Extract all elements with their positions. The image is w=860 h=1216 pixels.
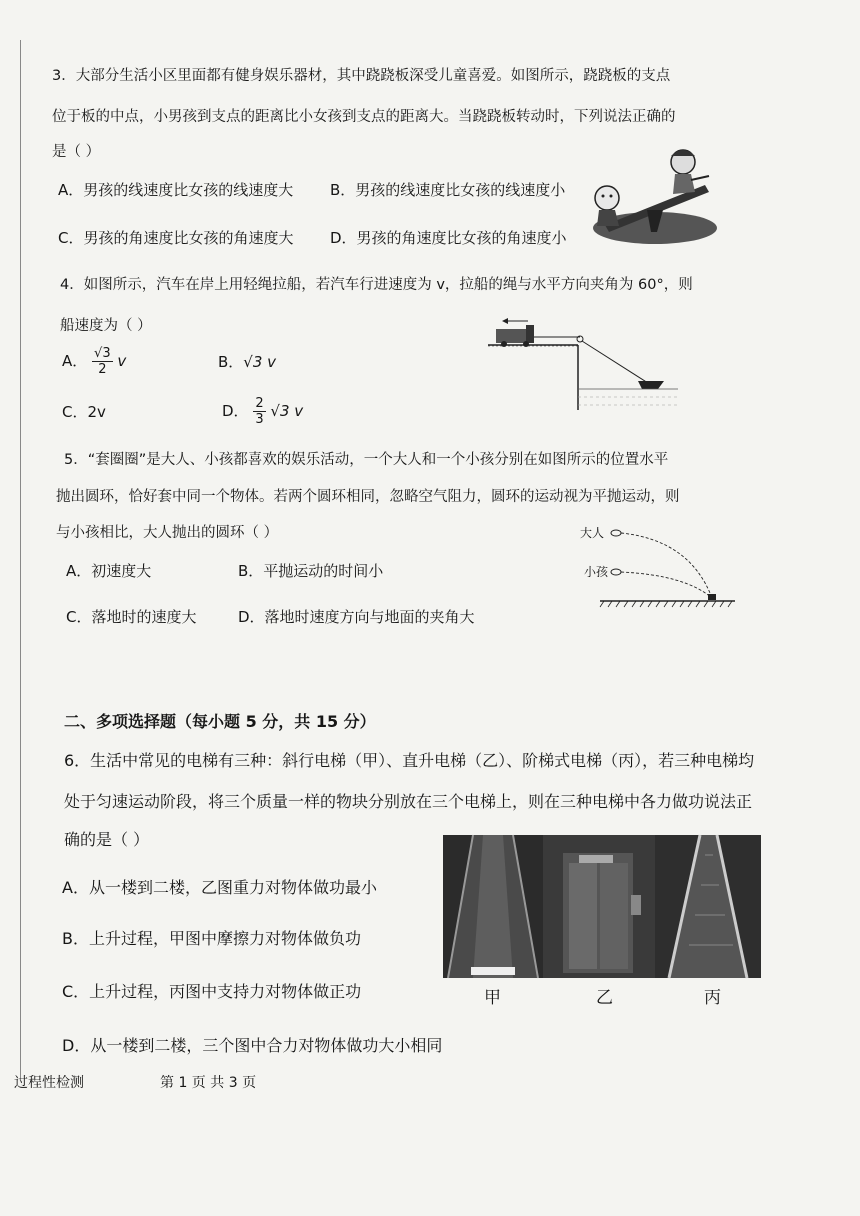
q6-stem-line1: 6．生活中常见的电梯有三种：斜行电梯（甲）、直升电梯（乙）、阶梯式电梯（丙），若三种电梯均 <box>64 751 755 770</box>
q4-option-a-fraction <box>92 346 113 377</box>
q4-option-b[interactable] <box>218 352 276 372</box>
q3-stem-line2: 位于板的中点，小男孩到支点的距离比小女孩到支点的距离大。当跷跷板转动时，下列说法正确的 <box>52 109 676 125</box>
q4-option-d[interactable] <box>222 394 303 428</box>
q5-stem-line1: 5．“套圈圈”是大人、小孩都喜欢的娱乐活动，一个大人和一个小孩分别在如图所示的位置水平 <box>64 452 669 468</box>
q5-option-b[interactable]: B．平抛运动的时间小 <box>238 562 384 580</box>
photo-label-jia: 甲 <box>484 988 501 1008</box>
q3-option-b[interactable]: B．男孩的线速度比女孩的线速度小 <box>330 181 566 199</box>
q4-option-b-value: √3 v <box>243 353 277 371</box>
q6-stem-line2: 处于匀速运动阶段，将三个质量一样的物块分别放在三个电梯上，则在三种电梯中各力做功说法正 <box>64 792 753 811</box>
q4-stem-line1: 4．如图所示，汽车在岸上用轻绳拉船，若汽车行进速度为 v，拉船的绳与水平方向夹角为 60°，则 <box>60 277 693 293</box>
photo-step-escalator <box>655 835 761 978</box>
q3-option-c[interactable]: C．男孩的角速度比女孩的角速度大 <box>58 229 294 247</box>
photo-vertical-elevator <box>543 835 655 978</box>
q6-option-c[interactable]: C．上升过程，丙图中支持力对物体做正功 <box>62 982 362 1001</box>
q4-option-d-value: √3 v <box>270 402 304 420</box>
photo-label-bing: 丙 <box>704 988 721 1008</box>
q5-option-c[interactable]: C．落地时的速度大 <box>66 608 197 626</box>
footer-exam-name: 过程性检测 <box>14 1075 84 1091</box>
footer-page-number: 第 1 页 共 3 页 <box>160 1075 257 1091</box>
q5-stem-line3: 与小孩相比，大人抛出的圆环（ ） <box>56 525 279 541</box>
fig-child-label: 小孩 <box>584 565 609 579</box>
q4-option-d-numerator: 2 <box>255 396 264 411</box>
q6-option-a[interactable]: A．从一楼到二楼，乙图重力对物体做功最小 <box>62 878 377 897</box>
section-2-title: 二、多项选择题（每小题 5 分，共 15 分） <box>64 712 376 731</box>
fig-adult-label: 大人 <box>580 526 605 540</box>
q3-option-d[interactable]: D．男孩的角速度比女孩的角速度小 <box>330 229 567 247</box>
q4-stem-line2: 船速度为（ ） <box>60 318 152 334</box>
q3-stem-line1: 3．大部分生活小区里面都有健身娱乐器材，其中跷跷板深受儿童喜爱。如图所示，跷跷板的支点 <box>52 68 671 84</box>
q4-option-d-fraction <box>253 396 265 427</box>
q4-option-a[interactable] <box>62 344 126 378</box>
photo-label-yi: 乙 <box>596 988 613 1008</box>
q3-option-a[interactable]: A．男孩的线速度比女孩的线速度大 <box>58 181 294 199</box>
q4-option-d-label: D． <box>222 402 249 420</box>
q5-stem-line2: 抛出圆环，恰好套中同一个物体。若两个圆环相同，忽略空气阻力，圆环的运动视为平抛运动，则 <box>56 489 680 505</box>
q5-option-d[interactable]: D．落地时速度方向与地面的夹角大 <box>238 608 475 626</box>
q6-stem-line3: 确的是（ ） <box>64 830 150 849</box>
car-boat-diagram <box>488 315 678 415</box>
ring-toss-diagram <box>600 520 745 615</box>
q6-option-b[interactable]: B．上升过程，甲图中摩擦力对物体做负功 <box>62 929 361 948</box>
seesaw-illustration <box>585 140 720 250</box>
q4-option-c[interactable]: C．2v <box>62 403 106 421</box>
q4-option-a-denominator: 2 <box>98 362 107 377</box>
q4-option-b-label: B． <box>218 353 244 371</box>
q4-option-a-label: A． <box>62 352 88 370</box>
q3-stem-line3: 是（ ） <box>52 144 101 160</box>
q4-option-a-var: v <box>117 352 127 370</box>
q5-option-a[interactable]: A．初速度大 <box>66 562 152 580</box>
q4-option-d-denominator: 3 <box>255 412 264 427</box>
q4-option-a-numerator: √3 <box>94 346 111 361</box>
photo-inclined-elevator <box>443 835 543 978</box>
margin-line <box>20 40 21 1080</box>
q6-option-d[interactable]: D．从一楼到二楼，三个图中合力对物体做功大小相同 <box>62 1036 443 1055</box>
